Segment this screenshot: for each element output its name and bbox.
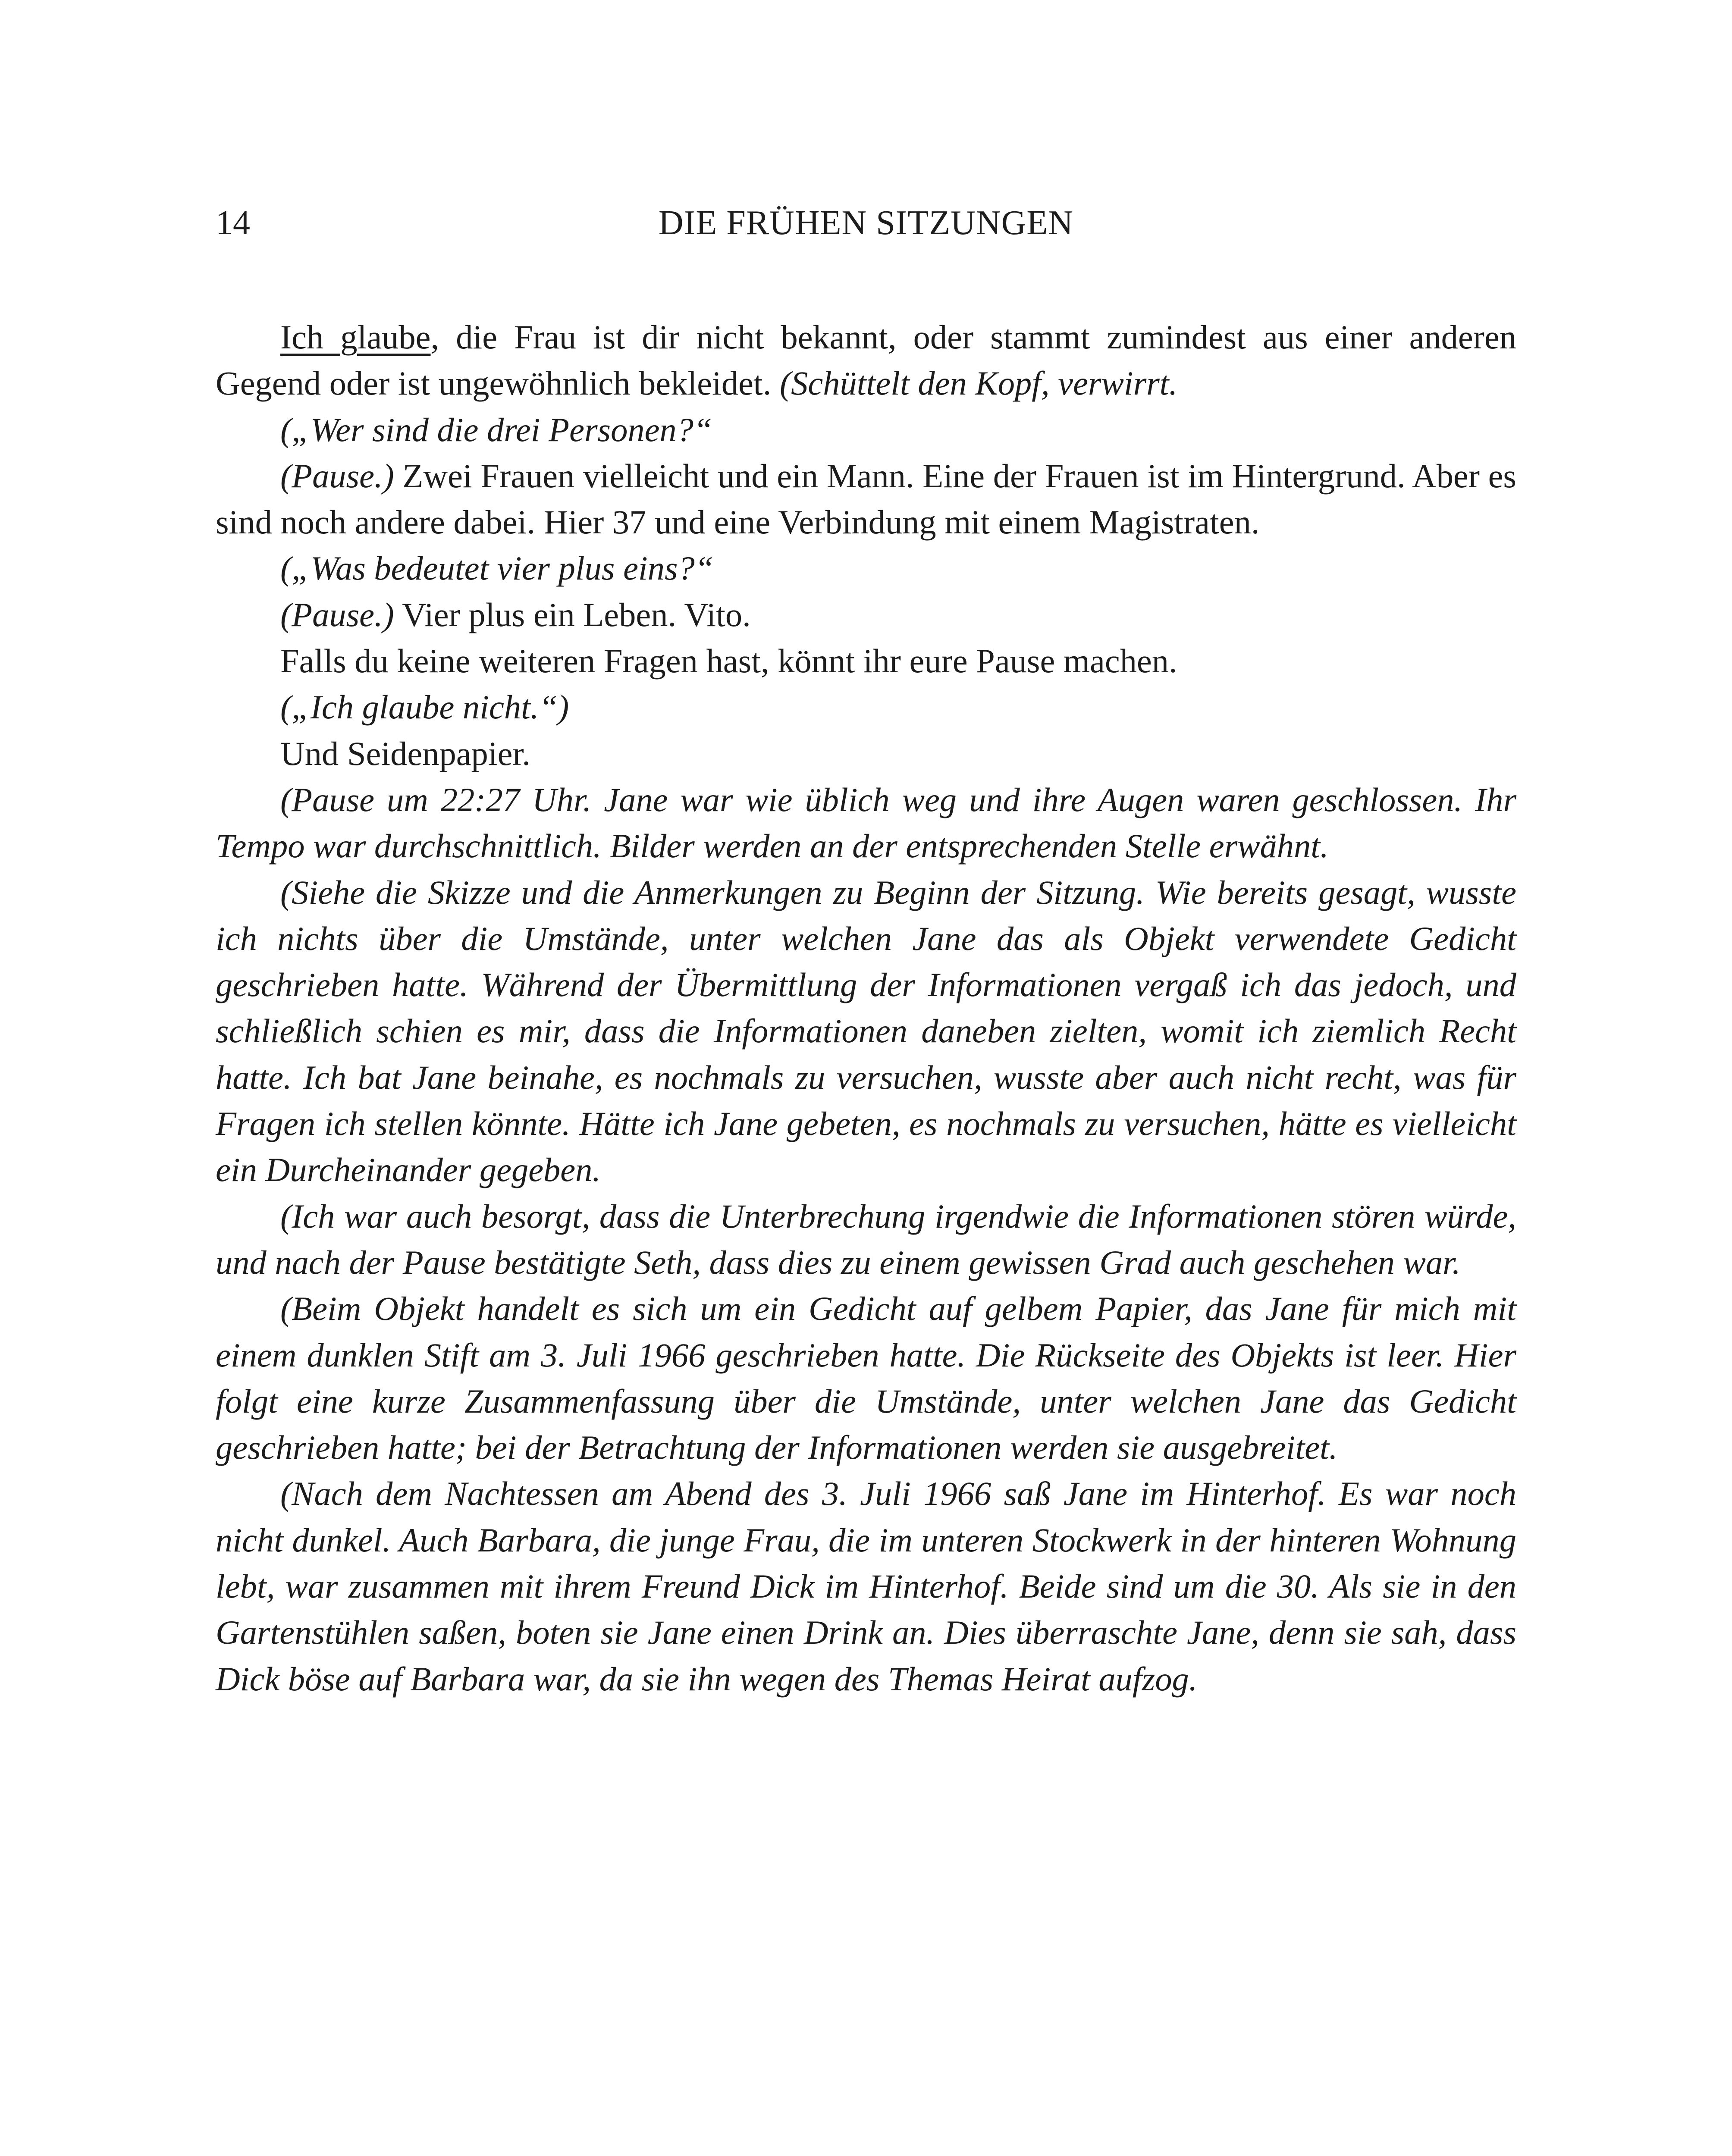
paragraph bbox=[216, 638, 1516, 684]
underlined-phrase: Ich glaube bbox=[280, 318, 431, 356]
paragraph-text: Und Seidenpapier. bbox=[280, 734, 530, 772]
paragraph bbox=[216, 1470, 1516, 1702]
page-number: 14 bbox=[216, 204, 250, 242]
paragraph bbox=[216, 1193, 1516, 1286]
note-text: (Pause um 22:27 Uhr. Jane war wie üblich weg und ihre Augen waren geschlossen. Ihr Tempo war durchschnittlich. Bilder werden an der entsprechenden Stelle erwähnt. bbox=[216, 780, 1516, 865]
note-text: (Ich war auch besorgt, dass die Unterbrechung irgendwie die Informationen stören würde, und nach der Pause bestätigte Seth, dass dies zu einem gewissen Grad auch geschehen war. bbox=[216, 1197, 1516, 1281]
note-text: (Siehe die Skizze und die Anmerkungen zu Beginn der Sitzung. Wie bereits gesagt, wusste ich nichts über die Umstände, unter welchen Jane das als Objekt verwendete Gedicht geschrieben hatte. Während der Übermittlung der Informationen vergaß ich das jedoch, und schließlich schien es mir, dass die Informationen daneben zielten, womit ich ziemlich Recht hatte. Ich bat Jane beinahe, es nochmals zu versuchen, wusste aber auch nicht recht, was für Fragen ich stellen könnte. Hätte ich Jane gebeten, es nochmals zu versuchen, hätte es vielleicht ein Durcheinander gegeben. bbox=[216, 873, 1516, 1189]
paragraph bbox=[216, 777, 1516, 869]
page-header bbox=[216, 199, 1516, 247]
paragraph bbox=[216, 453, 1516, 545]
paragraph-text: Zwei Frauen vielleicht und ein Mann. Eine der Frauen ist im Hintergrund. Aber es sind noch andere dabei. Hier 37 und eine Verbindung mit einem Magistraten. bbox=[216, 457, 1516, 541]
paragraph bbox=[216, 314, 1516, 407]
paragraph bbox=[216, 1285, 1516, 1470]
paragraph bbox=[216, 545, 1516, 591]
paragraph bbox=[216, 869, 1516, 1193]
question: („Ich glaube nicht.“) bbox=[280, 688, 569, 726]
paragraph-text: , die Frau ist dir nicht bekannt, oder stammt zumindest aus einer anderen Gegend oder ist ungewöhnlich bekleidet. bbox=[216, 318, 1516, 402]
text-body bbox=[216, 314, 1516, 1702]
paragraph bbox=[216, 730, 1516, 777]
paragraph bbox=[216, 592, 1516, 638]
paragraph-text: Vier plus ein Leben. Vito. bbox=[394, 595, 751, 633]
paragraph bbox=[216, 684, 1516, 730]
stage-direction: (Pause.) bbox=[280, 595, 394, 633]
stage-direction: (Schüttelt den Kopf, verwirrt. bbox=[771, 364, 1178, 402]
paragraph bbox=[216, 407, 1516, 453]
stage-direction: (Pause.) bbox=[280, 457, 394, 495]
question: („Wer sind die drei Personen?“ bbox=[280, 411, 712, 448]
paragraph-text: Falls du keine weiteren Fragen hast, könnt ihr eure Pause machen. bbox=[280, 642, 1177, 680]
note-text: (Beim Objekt handelt es sich um ein Gedicht auf gelbem Papier, das Jane für mich mit einem dunklen Stift am 3. Juli 1966 geschrieben hatte. Die Rückseite des Objekts ist leer. Hier folgt eine kurze Zusammenfassung über die Umstände, unter welchen Jane das Gedicht geschrieben hatte; bei der Betrachtung der Informationen werden sie ausgebreitet. bbox=[216, 1290, 1516, 1467]
question: („Was bedeutet vier plus eins?“ bbox=[280, 549, 714, 587]
running-head: DIE FRÜHEN SITZUNGEN bbox=[658, 204, 1074, 242]
note-text: (Nach dem Nachtessen am Abend des 3. Juli 1966 saß Jane im Hinterhof. Es war noch nicht dunkel. Auch Barbara, die junge Frau, die im unteren Stockwerk in der hinteren Wohnung lebt, war zusammen mit ihrem Freund Dick im Hinterhof. Beide sind um die 30. Als sie in den Gartenstühlen saßen, boten sie Jane einen Drink an. Dies überraschte Jane, denn sie sah, dass Dick böse auf Barbara war, da sie ihn wegen des Themas Heirat aufzog. bbox=[216, 1475, 1516, 1698]
